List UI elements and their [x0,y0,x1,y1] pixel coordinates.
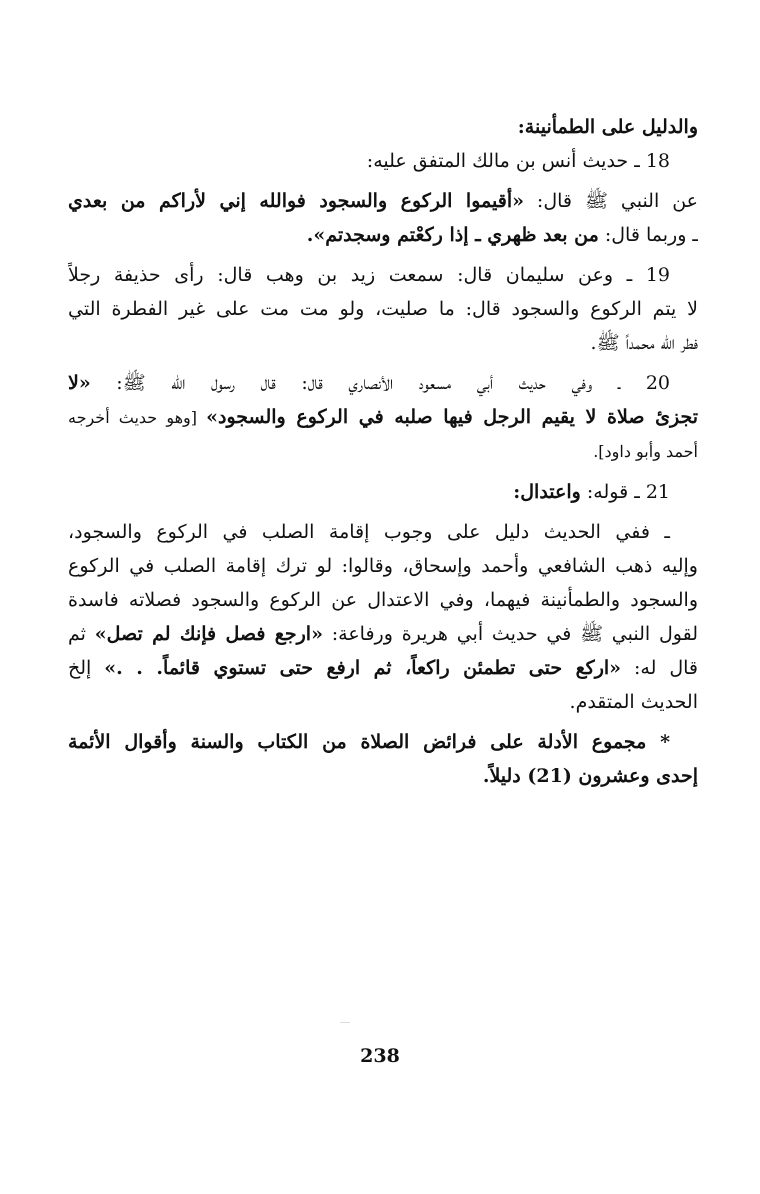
commentary-line-3: والسجود والطمأنينة فيهما، وفي الاعتدال عن الركوع والسجود فصلاته فاسدة [68,589,698,611]
item-21-intro: 21 ـ قوله: [580,481,670,503]
hadith-20-line-2 [68,400,698,435]
hadith-18-line-3 [68,218,698,252]
summary-line-2: إحدى وعشرون (21) دليلاً. [482,765,698,787]
commentary-line-2: وإليه ذهب الشافعي وأحمد وإسحاق، وقالوا: لو ترك إقامة الصلب في الركوع [68,555,698,577]
hadith-18-intro: عن النبي ﷺ قال: [523,190,698,212]
page-body [68,110,698,793]
commentary-5-intro: قال له: [621,657,698,679]
commentary-5-quote: «اركع حتى تطمئن راكعاً، ثم ارفع حتى تستوي قائماً. . .» [104,657,622,679]
hadith-18-variant-quote: من بعد ظهري ـ إذا ركعْتم وسجدتم». [306,224,599,246]
commentary-4-quote: «ارجع فصل فإنك لم تصل» [94,623,323,645]
hadith-19-line-1: 19 ـ وعن سليمان قال: سمعت زيد بن وهب قال: رأى حذيفة رجلاً [68,264,670,286]
commentary-line-4 [68,617,698,651]
item-21-term: واعتدال: [513,481,581,503]
footer-divider [340,1022,350,1023]
hadith-20-line-1 [68,366,698,400]
section-heading: والدليل على الطمأنينة: [517,116,698,138]
summary-line-1: * مجموع الأدلة على فرائض الصلاة من الكتاب والسنة وأقوال الأئمة [68,731,670,753]
page-number: 238 [360,1045,400,1067]
hadith-18-line-2 [68,184,698,218]
hadith-20-quote-start: «لا [68,372,91,394]
hadith-19-line-2: لا يتم الركوع والسجود قال: ما صليت، ولو مت مت على غير الفطرة التي [68,298,698,320]
hadith-18-quote: «أقيموا الركوع والسجود فوالله إني لأراكم من بعدي [68,190,524,212]
commentary-line-6: الحديث المتقدم. [569,691,698,713]
commentary-4-end: ثم [68,623,95,645]
commentary-line-5 [68,651,698,685]
commentary-line-1: ـ ففي الحديث دليل على وجوب إقامة الصلب في الركوع والسجود، [68,521,670,543]
hadith-18-line-1: 18 ـ حديث أنس بن مالك المتفق عليه: [366,150,670,172]
hadith-20-source: [وهو حديث أخرجه [68,408,207,427]
hadith-20-line-3: أحمد وأبو داود]. [593,442,698,461]
commentary-4-intro: لقول النبي ﷺ في حديث أبي هريرة ورفاعة: [322,623,698,645]
hadith-19-line-3: فطر الله محمداً ﷺ. [590,332,698,354]
item-21-line-1 [68,475,698,509]
hadith-18-variant-intro: ـ وربما قال: [598,224,698,246]
hadith-20-quote: تجزئ صلاة لا يقيم الرجل فيها صلبه في الركوع والسجود» [206,406,698,428]
hadith-20-intro: 20 ـ وفي حديث أبي مسعود الأنصاري قال: قال رسول الله ﷺ: [90,372,670,394]
commentary-5-end: إلخ [68,657,105,679]
